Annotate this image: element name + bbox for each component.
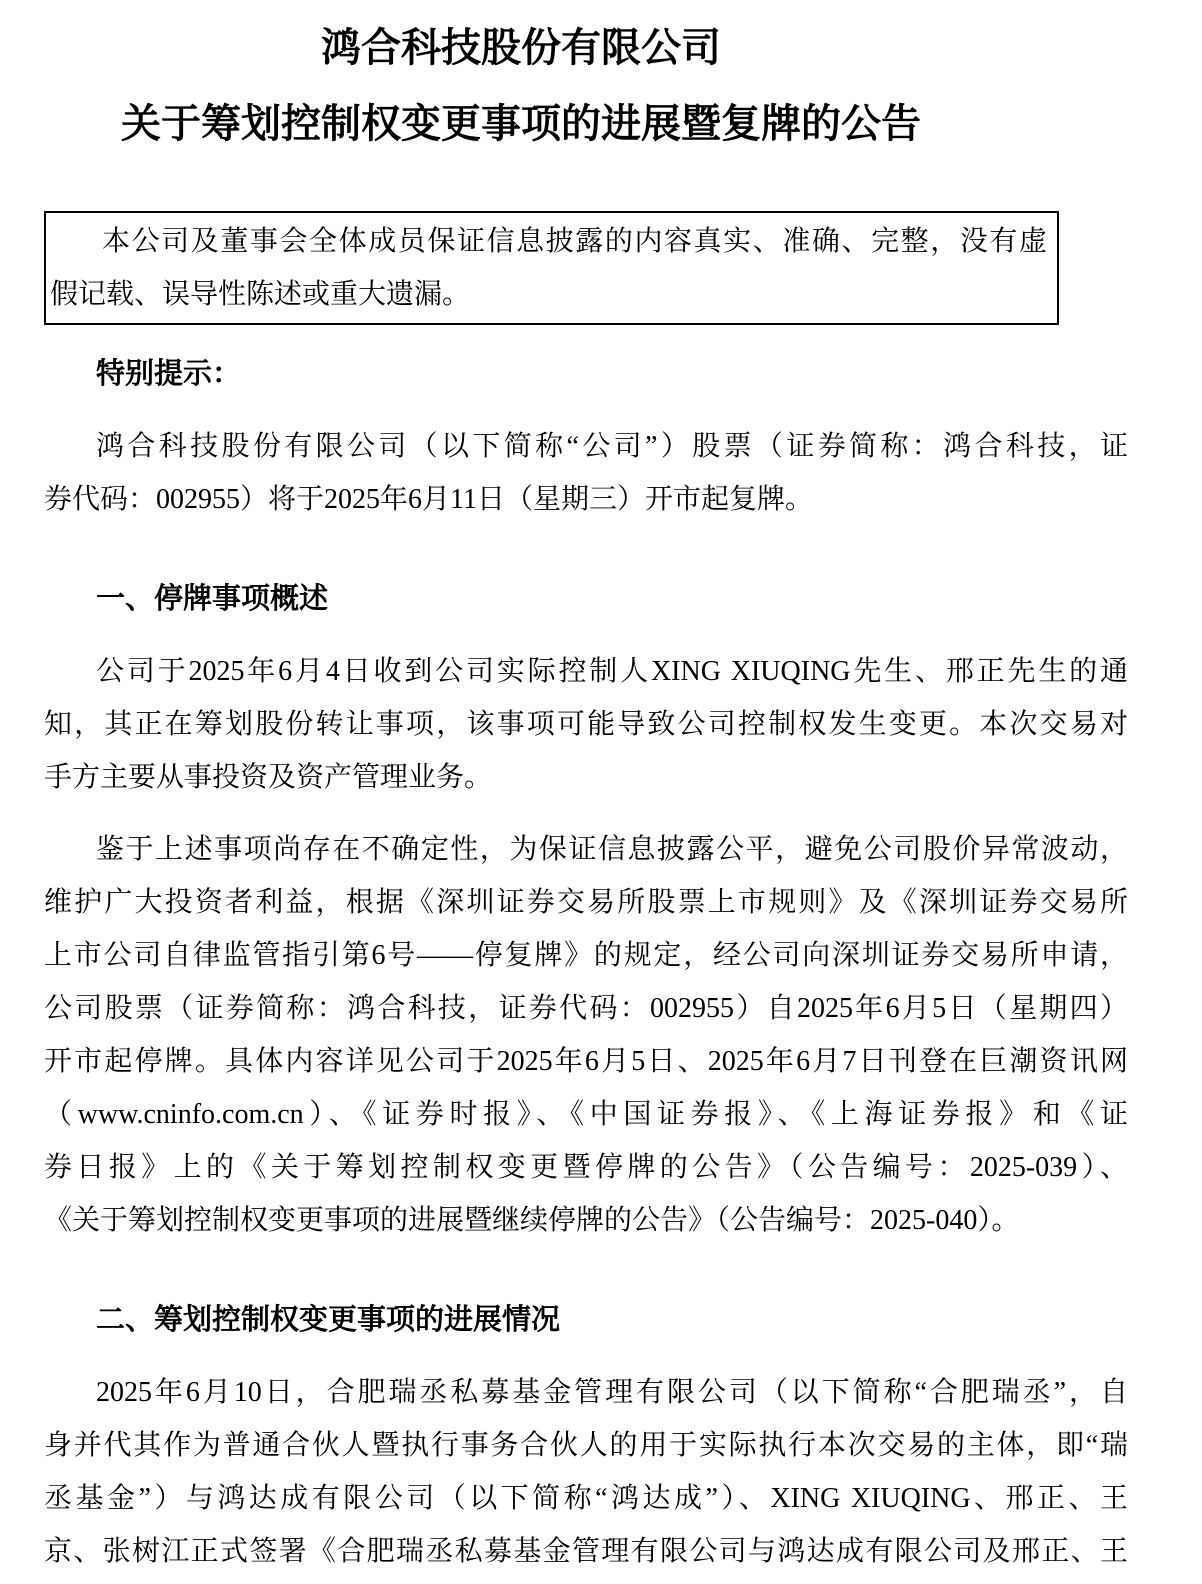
text-line: 公司股票（证券简称：鸿合科技，证券代码：002955）自2025年6月5日（星期四） — [44, 993, 1128, 1024]
text-line: 鉴于上述事项尚存在不确定性，为保证信息披露公平，避免公司股价异常波动， — [96, 834, 1128, 865]
text-line: （www.cninfo.com.cn）、《证券时报》、《中国证券报》、《上海证券报》和《证 — [44, 1099, 1128, 1130]
section-heading: 一、停牌事项概述 — [96, 583, 329, 615]
text-line: 维护广大投资者利益，根据《深圳证券交易所股票上市规则》及《深圳证券交易所 — [44, 887, 1128, 918]
disclaimer-box — [44, 211, 1059, 325]
document-body — [0, 211, 1202, 1578]
paragraph — [44, 1366, 1128, 1578]
text-line: 本公司及董事会全体成员保证信息披露的内容真实、准确、完整，没有虚 — [102, 226, 1047, 257]
page-title: 鸿合科技股份有限公司 — [321, 25, 721, 70]
text-line: 身并代其作为普通合伙人暨执行事务合伙人的用于实际执行本次交易的主体，即“瑞 — [44, 1430, 1128, 1461]
text-line: 券代码：002955）将于2025年6月11日（星期三）开市起复牌。 — [44, 484, 813, 515]
paragraph — [44, 420, 1128, 526]
text-line: 假记载、误导性陈述或重大遗漏。 — [50, 279, 471, 310]
text-line: 《关于筹划控制权变更事项的进展暨继续停牌的公告》（公告编号：2025-040）。 — [44, 1205, 1020, 1236]
text-line: 京、张树江正式签署《合肥瑞丞私募基金管理有限公司与鸿达成有限公司及邢正、王 — [44, 1536, 1128, 1567]
title-block — [0, 20, 1042, 152]
text-line: 2025年6月10日，合肥瑞丞私募基金管理有限公司（以下简称“合肥瑞丞”，自 — [96, 1377, 1128, 1408]
notice-heading: 特别提示： — [96, 358, 242, 390]
paragraph — [44, 645, 1128, 804]
text-line: 手方主要从事投资及资产管理业务。 — [44, 762, 493, 793]
section-heading: 二、筹划控制权变更事项的进展情况 — [96, 1304, 561, 1336]
text-line: 上市公司自律监管指引第6号——停复牌》的规定，经公司向深圳证券交易所申请， — [44, 940, 1128, 971]
text-line: 丞基金”）与鸿达成有限公司（以下简称“鸿达成”）、XING XIUQING、邢正、王 — [44, 1483, 1128, 1514]
content-blocks — [44, 348, 1128, 1578]
text-line: 公司于2025年6月4日收到公司实际控制人XING XIUQING先生、邢正先生的通 — [96, 656, 1128, 687]
paragraph — [44, 823, 1128, 1247]
text-line: 券日报》上的《关于筹划控制权变更暨停牌的公告》（公告编号：2025-039）、 — [44, 1152, 1128, 1183]
text-line: 知，其正在筹划股份转让事项，该事项可能导致公司控制权发生变更。本次交易对 — [44, 709, 1128, 740]
text-line: 开市起停牌。具体内容详见公司于2025年6月5日、2025年6月7日刊登在巨潮资讯网 — [44, 1046, 1128, 1077]
page-subtitle: 关于筹划控制权变更事项的进展暨复牌的公告 — [121, 101, 921, 146]
text-line: 鸿合科技股份有限公司（以下简称“公司”）股票（证券简称：鸿合科技，证 — [96, 431, 1128, 462]
